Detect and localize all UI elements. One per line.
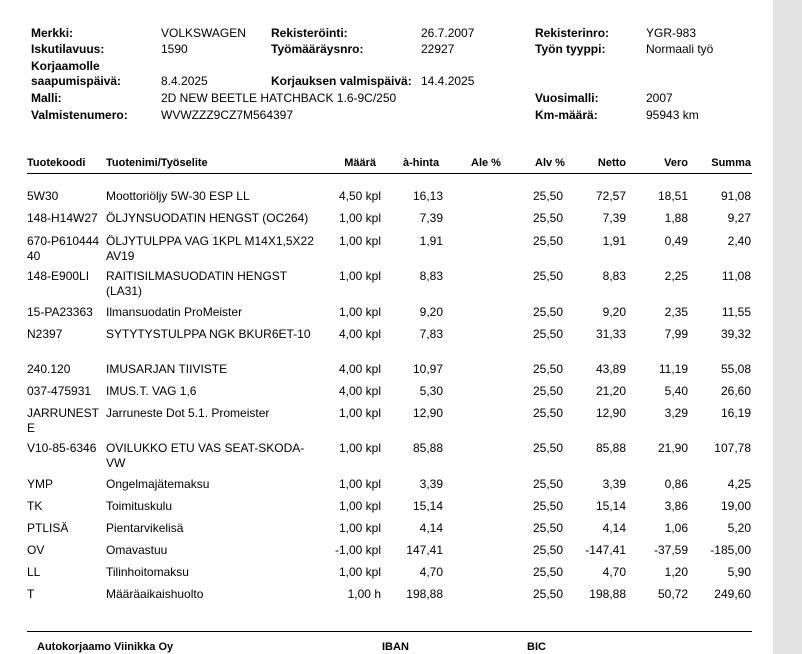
- row-code: YMP: [27, 477, 54, 491]
- row-price: 7,39: [419, 211, 443, 225]
- arrival-label-line2: saapumispäivä:: [31, 74, 122, 88]
- row-code: 15-PA23363: [27, 305, 93, 319]
- row-net: 198,88: [589, 587, 626, 601]
- row-tax: 7,99: [664, 327, 688, 341]
- row-tax: 0,49: [664, 234, 688, 248]
- row-vat: 25,50: [532, 543, 563, 557]
- row-name: Jarruneste Dot 5.1. Promeister: [106, 406, 270, 420]
- row-qty: 1,00 kpl: [338, 211, 381, 225]
- header-divider: [27, 173, 752, 174]
- displacement-value: 1590: [161, 42, 188, 56]
- row-qty: 1,00 kpl: [338, 521, 381, 535]
- col-header-qty: Määrä: [344, 157, 376, 169]
- row-name: IMUS.T. VAG 1,6: [106, 384, 197, 398]
- row-qty: 4,50 kpl: [338, 189, 381, 203]
- row-name: ÖLJYTULPPA VAG 1KPL M14X1,5X22 AV19: [106, 234, 314, 263]
- row-code: LL: [27, 565, 41, 579]
- row-qty: 1,00 kpl: [338, 305, 381, 319]
- row-qty: 4,00 kpl: [338, 327, 381, 341]
- row-name: Määräaikaishuolto: [106, 587, 204, 601]
- row-name: Ilmansuodatin ProMeister: [106, 305, 243, 319]
- mileage-value: 95943 km: [646, 108, 699, 122]
- row-sum: 4,25: [727, 477, 751, 491]
- row-sum: 39,32: [720, 327, 751, 341]
- work-type-label: Työn tyyppi:: [535, 42, 606, 56]
- row-qty: 1,00 kpl: [338, 477, 381, 491]
- row-sum: 107,78: [714, 441, 751, 455]
- row-code: 5W30: [27, 189, 59, 203]
- row-net: 43,89: [595, 362, 626, 376]
- row-tax: 3,86: [664, 499, 688, 513]
- arrival-label-line1: Korjaamolle: [31, 59, 100, 73]
- row-sum: 11,08: [721, 269, 751, 283]
- company-name: Autokorjaamo Viinikka Oy: [37, 641, 174, 653]
- row-sum: 9,27: [727, 211, 751, 225]
- ready-date-label: Korjauksen valmispäivä:: [271, 74, 412, 88]
- vin-value: WVWZZZ9CZ7M564397: [161, 108, 294, 122]
- row-code: OV: [27, 543, 45, 557]
- row-vat: 25,50: [532, 362, 563, 376]
- row-tax: 3,29: [664, 406, 688, 420]
- vertical-scrollbar[interactable]: [773, 0, 802, 654]
- col-header-tax: Vero: [664, 157, 688, 169]
- row-net: 12,90: [595, 406, 626, 420]
- row-sum: 5,20: [727, 521, 751, 535]
- row-qty: 4,00 kpl: [338, 384, 381, 398]
- row-price: 9,20: [419, 305, 443, 319]
- row-vat: 25,50: [532, 234, 563, 248]
- row-vat: 25,50: [532, 406, 563, 420]
- row-name: Omavastuu: [106, 543, 168, 557]
- row-vat: 25,50: [532, 521, 563, 535]
- row-qty: 4,00 kpl: [338, 362, 381, 376]
- mileage-label: Km-määrä:: [535, 108, 598, 122]
- row-qty: -1,00 kpl: [334, 543, 381, 557]
- table-row: [0, 441, 773, 471]
- reg-date-value: 26.7.2007: [421, 26, 475, 40]
- row-price: 5,30: [419, 384, 443, 398]
- make-value: VOLKSWAGEN: [161, 26, 246, 40]
- row-price: 147,41: [406, 543, 443, 557]
- row-price: 198,88: [406, 587, 443, 601]
- row-name: RAITISILMASUODATIN HENGST (LA31): [106, 269, 287, 298]
- row-net: 1,91: [602, 234, 626, 248]
- iban-label: IBAN: [382, 641, 409, 653]
- row-net: 7,39: [602, 211, 626, 225]
- col-header-price: à-hinta: [403, 157, 440, 169]
- row-sum: 26,60: [720, 384, 751, 398]
- row-tax: 1,20: [664, 565, 688, 579]
- row-sum: 5,90: [727, 565, 751, 579]
- row-net: -147,41: [585, 543, 626, 557]
- row-net: 9,20: [602, 305, 626, 319]
- row-code: T: [27, 587, 35, 601]
- row-vat: 25,50: [532, 189, 563, 203]
- row-qty: 1,00 kpl: [338, 441, 381, 455]
- row-price: 15,14: [412, 499, 443, 513]
- row-net: 31,33: [595, 327, 626, 341]
- row-sum: 91,08: [720, 189, 751, 203]
- row-name: Moottoriöljy 5W-30 ESP LL: [106, 189, 250, 203]
- table-row: [0, 234, 773, 264]
- row-vat: 25,50: [532, 269, 563, 283]
- row-net: 21,20: [595, 384, 626, 398]
- row-qty: 1,00 h: [347, 587, 381, 601]
- row-price: 10,97: [412, 362, 443, 376]
- row-name: ÖLJYNSUODATIN HENGST (OC264): [106, 211, 309, 225]
- row-name: Pientarvikelisä: [106, 521, 184, 535]
- order-no-value: 22927: [421, 42, 455, 56]
- reg-no-value: YGR-983: [646, 26, 697, 40]
- row-code: 148-H14W27: [27, 211, 98, 225]
- row-price: 4,14: [419, 521, 443, 535]
- row-price: 4,70: [419, 565, 443, 579]
- row-tax: 18,51: [657, 189, 688, 203]
- col-header-code: Tuotekoodi: [27, 157, 86, 169]
- row-net: 85,88: [595, 441, 626, 455]
- row-vat: 25,50: [532, 565, 563, 579]
- row-vat: 25,50: [532, 587, 563, 601]
- order-no-label: Työmääräysnro:: [271, 42, 364, 56]
- row-net: 15,14: [595, 499, 626, 513]
- work-type-value: Normaali työ: [646, 42, 714, 56]
- table-row: [0, 327, 773, 357]
- model-year-value: 2007: [646, 91, 673, 105]
- row-net: 72,57: [595, 189, 626, 203]
- row-qty: 1,00 kpl: [338, 565, 381, 579]
- row-vat: 25,50: [532, 441, 563, 455]
- row-sum: -185,00: [710, 543, 751, 557]
- row-name: Tilinhoitomaksu: [106, 565, 189, 579]
- row-qty: 1,00 kpl: [338, 499, 381, 513]
- row-price: 1,91: [419, 234, 443, 248]
- reg-no-label: Rekisterinro:: [535, 26, 610, 40]
- row-sum: 249,60: [714, 587, 751, 601]
- row-net: 4,70: [602, 565, 626, 579]
- row-price: 85,88: [412, 441, 443, 455]
- row-sum: 55,08: [720, 362, 751, 376]
- table-row: [0, 587, 773, 617]
- row-code: 670-P61044440: [27, 234, 100, 263]
- row-vat: 25,50: [532, 477, 563, 491]
- bic-label: BIC: [527, 641, 546, 653]
- row-price: 8,83: [419, 269, 443, 283]
- row-name: Ongelmajätemaksu: [106, 477, 210, 491]
- row-vat: 25,50: [532, 327, 563, 341]
- row-vat: 25,50: [532, 211, 563, 225]
- col-header-vat: Alv %: [535, 157, 565, 169]
- row-tax: 50,72: [657, 587, 688, 601]
- row-qty: 1,00 kpl: [338, 234, 381, 248]
- footer-divider: [27, 631, 752, 632]
- make-label: Merkki:: [31, 26, 74, 40]
- row-price: 16,13: [412, 189, 443, 203]
- row-tax: 11,19: [658, 362, 688, 376]
- model-year-label: Vuosimalli:: [535, 91, 599, 105]
- row-code: 240.120: [27, 362, 71, 376]
- row-tax: 2,25: [664, 269, 688, 283]
- displacement-label: Iskutilavuus:: [31, 42, 105, 56]
- row-tax: 5,40: [664, 384, 688, 398]
- row-name: Toimituskulu: [106, 499, 173, 513]
- row-code: N2397: [27, 327, 63, 341]
- vin-label: Valmistenumero:: [31, 108, 128, 122]
- model-value: 2D NEW BEETLE HATCHBACK 1.6-9C/250: [161, 91, 397, 105]
- row-vat: 25,50: [532, 305, 563, 319]
- row-code: 037-475931: [27, 384, 92, 398]
- row-code: 148-E900LI: [27, 269, 90, 283]
- row-code: PTLISÄ: [27, 521, 69, 535]
- row-name: IMUSARJAN TIIVISTE: [106, 362, 228, 376]
- ready-date-value: 14.4.2025: [421, 74, 475, 88]
- col-header-name: Tuotenimi/Työselite: [106, 157, 208, 169]
- row-code: TK: [27, 499, 43, 513]
- table-row: [0, 269, 773, 299]
- row-tax: 2,35: [664, 305, 688, 319]
- row-name: SYTYTYSTULPPA NGK BKUR6ET-10: [106, 327, 311, 341]
- row-sum: 19,00: [720, 499, 751, 513]
- row-qty: 1,00 kpl: [338, 406, 381, 420]
- row-price: 12,90: [412, 406, 443, 420]
- row-tax: -37,59: [653, 543, 688, 557]
- row-tax: 1,06: [664, 521, 688, 535]
- row-tax: 1,88: [664, 211, 688, 225]
- row-price: 7,83: [419, 327, 443, 341]
- row-vat: 25,50: [532, 384, 563, 398]
- row-name: OVILUKKO ETU VAS SEAT-SKODA-VW: [106, 441, 305, 470]
- col-header-discount: Ale %: [471, 157, 501, 169]
- table-row: [0, 406, 773, 436]
- row-price: 3,39: [419, 477, 443, 491]
- row-sum: 11,55: [721, 305, 751, 319]
- row-tax: 21,90: [657, 441, 688, 455]
- row-sum: 16,19: [720, 406, 751, 420]
- reg-date-label: Rekisteröinti:: [271, 26, 348, 40]
- row-net: 4,14: [602, 521, 626, 535]
- row-vat: 25,50: [532, 499, 563, 513]
- row-tax: 0,86: [664, 477, 688, 491]
- col-header-net: Netto: [597, 157, 626, 169]
- row-qty: 1,00 kpl: [338, 269, 381, 283]
- arrival-date-value: 8.4.2025: [161, 74, 208, 88]
- row-sum: 2,40: [727, 234, 751, 248]
- row-net: 3,39: [602, 477, 626, 491]
- row-code: V10-85-6346: [27, 441, 97, 455]
- row-net: 8,83: [602, 269, 626, 283]
- row-code: JARRUNESTE: [27, 406, 100, 435]
- col-header-sum: Summa: [711, 157, 751, 169]
- model-label: Malli:: [31, 91, 62, 105]
